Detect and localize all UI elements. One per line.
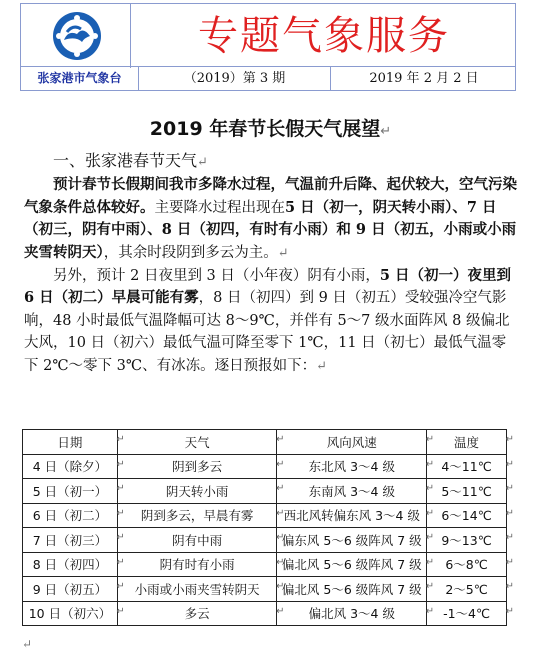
paragraph-2-text-a: 另外，预计 2 日夜里到 3 日（小年夜）阴有小雨， [53,268,380,285]
cell-weather: 阴天转小雨 ↵ [117,479,277,504]
cell-date: 6 日（初二） ↵ [23,503,118,528]
cell-date: 10 日（初六） ↵ [23,601,118,626]
cell-wind: 东南风 3～4 级 ↵ [277,479,427,504]
issue-number: （2019）第 3 期 [139,67,331,90]
paragraph-1-bold: 5 日（初一，阴天转小雨）、7 日（初三，阴有中雨）、8 日（初四，有时有小雨）和 9 日（初五，小雨或小雨夹雪转阴天） [24,198,517,261]
table-row [23,503,507,528]
paragraph-mark: ↵ [22,637,33,651]
document-title [0,114,541,141]
column-header-weather: 天气 ↵ [117,430,277,455]
cell-temperature: 4～11℃ ↵ [427,454,507,479]
issue-date: 2019 年 2 月 2 日 [369,71,479,86]
banner-title: 专题气象服务 [198,13,450,59]
cell-date: 9 日（初五） ↵ [23,577,118,602]
paragraph-2-text-c: ，8 日（初四）到 9 日（初五）受较强冷空气影响，48 小时最低气温降幅可达 8～9℃，并伴有 5～7 级水面阵风 8 级偏北大风，10 日（初六）最低气温可降至零下 1℃，11 日（初七）最低气温零下 2℃～零下 3℃、有冰冻。逐日预报如下： [24,290,510,374]
header-top-row [20,3,516,67]
cell-weather: 阴有时有小雨 ↵ [117,552,277,577]
cell-date: 7 日（初三） ↵ [23,528,118,553]
column-header-date: 日期 ↵ [23,430,118,455]
cell-wind: 偏东风 5～6 级阵风 7 级 ↵ [277,528,427,553]
cell-temperature: 5～11℃ ↵ [427,479,507,504]
cell-temperature: 9～13℃ ↵ [427,528,507,553]
column-header-temperature: 温度 ↵ [427,430,507,455]
paragraph-mark: ↵ [316,358,328,374]
paragraph-2-bold: 5 日（初一）夜里到 6 日（初二）早晨可能有雾 [24,267,512,307]
cell-temperature: 6～14℃ ↵ [427,503,507,528]
table-row [23,552,507,577]
section-heading-text: 一、张家港春节天气 [53,151,198,170]
table-row [23,577,507,602]
paragraph-1-text-c: ，其余时段阴到多云为主。 [103,244,278,261]
paragraph-1-text-a: 主要降水过程出现在 [154,199,285,216]
section-heading [24,150,518,174]
cell-weather: 阴到多云 ↵ [117,454,277,479]
header-info-row [20,67,516,91]
logo-cell [21,4,131,68]
table-row [23,454,507,479]
cell-wind: 偏北风 3～4 级 ↵ [277,601,427,626]
table-row [23,479,507,504]
cell-wind: 东北风 3～4 级 ↵ [277,454,427,479]
cell-weather: 阴有中雨 ↵ [117,528,277,553]
cell-date: 4 日（除夕） ↵ [23,454,118,479]
document-header [20,3,516,93]
table-row [23,528,507,553]
paragraph-2 [24,265,518,378]
table-header-row [23,430,507,455]
column-header-wind: 风向风速 ↵ [277,430,427,455]
cell-wind: 偏北风 5～6 级阵风 7 级 ↵ [277,577,427,602]
forecast-table [22,429,514,626]
cell-date: 5 日（初一） ↵ [23,479,118,504]
paragraph-mark: ↵ [277,245,289,261]
document-body [24,150,518,378]
meteorological-logo-icon [51,10,103,62]
cell-temperature: -1～4℃ ↵ [427,601,507,626]
paragraph-1-lead: 预计春节长假期间我市多降水过程，气温前升后降、起伏较大，空气污染气象条件总体较好。 [24,176,517,216]
cell-temperature: 6～8℃ ↵ [427,552,507,577]
cell-weather: 阴到多云，早晨有雾 ↵ [117,503,277,528]
issuing-organization: 张家港市气象台 [21,67,139,90]
paragraph-1 [24,174,518,265]
cell-weather: 多云 ↵ [117,601,277,626]
paragraph-mark: ↵ [380,124,392,139]
cell-wind: 西北风转偏东风 3～4 级 ↵ [277,503,427,528]
cell-date: 8 日（初四） ↵ [23,552,118,577]
paragraph-mark: ↵ [197,155,208,170]
cell-temperature: 2～5℃ ↵ [427,577,507,602]
cell-wind: 偏北风 5～6 级阵风 7 级 ↵ [277,552,427,577]
document-title-text: 2019 年春节长假天气展望 [149,118,381,140]
cell-weather: 小雨或小雨夹雪转阴天 ↵ [117,577,277,602]
table-row [23,601,507,626]
